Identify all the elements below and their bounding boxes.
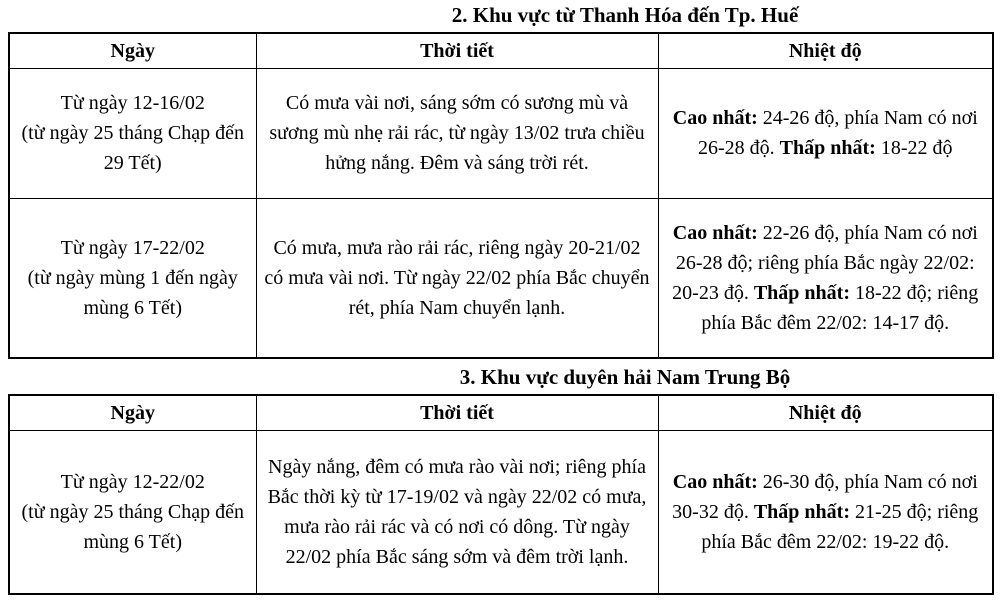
forecast-table-nam-trung-bo xyxy=(8,394,994,595)
header-temperature: Nhiệt độ xyxy=(658,395,993,430)
header-weather: Thời tiết xyxy=(256,33,658,68)
weather-cell: Có mưa vài nơi, sáng sớm có sương mù và sương mù nhẹ rải rác, từ ngày 13/02 trưa chiều hửng nắng. Đêm và sáng trời rét. xyxy=(256,68,658,198)
temperature-cell xyxy=(658,68,993,198)
header-weather: Thời tiết xyxy=(256,395,658,430)
temp-high-label: Cao nhất: xyxy=(672,221,758,244)
date-range: Từ ngày 17-22/02 xyxy=(60,236,205,259)
date-lunar: (từ ngày 25 tháng Chạp đến 29 Tết) xyxy=(21,122,244,174)
table-header-row xyxy=(9,395,993,430)
temp-low-label: Thấp nhất: xyxy=(779,137,876,159)
temp-low-value: 18-22 độ; riêng phía Bắc đêm 22/02: 14-17 độ. xyxy=(701,281,979,334)
date-range: Từ ngày 12-22/02 xyxy=(60,470,205,493)
date-range: Từ ngày 12-16/02 xyxy=(60,92,205,114)
temp-low-label: Thấp nhất: xyxy=(753,281,850,304)
table-header-row xyxy=(9,33,993,68)
section-title-thanh-hoa-hue: 2. Khu vực từ Thanh Hóa đến Tp. Huế xyxy=(451,3,799,27)
date-cell xyxy=(9,68,256,198)
temperature-cell xyxy=(658,198,993,358)
temp-low-label: Thấp nhất: xyxy=(753,500,850,523)
header-date: Ngày xyxy=(9,33,256,68)
temp-low-value: 18-22 độ xyxy=(880,137,953,159)
date-cell xyxy=(9,430,256,594)
table-row xyxy=(9,68,993,198)
temperature-cell xyxy=(658,430,993,594)
forecast-table-thanh-hoa-hue xyxy=(8,32,994,359)
header-date: Ngày xyxy=(9,395,256,430)
section-title-nam-trung-bo: 3. Khu vực duyên hải Nam Trung Bộ xyxy=(459,365,791,389)
date-cell xyxy=(9,198,256,358)
date-lunar: (từ ngày mùng 1 đến ngày mùng 6 Tết) xyxy=(27,266,238,319)
weather-cell: Có mưa, mưa rào rải rác, riêng ngày 20-21/02 có mưa vài nơi. Từ ngày 22/02 phía Bắc chuyển rét, phía Nam chuyển lạnh. xyxy=(256,198,658,358)
temp-high-value: 22-26 độ, phía Nam có nơi 26-28 độ; riêng phía Bắc ngày 22/02: 20-23 độ. xyxy=(672,221,978,304)
temp-high-label: Cao nhất: xyxy=(672,107,758,129)
weather-cell: Ngày nắng, đêm có mưa rào vài nơi; riêng phía Bắc thời kỳ từ 17-19/02 và ngày 22/02 có mưa, mưa rào rải rác và có nơi có dông. Từ ngày 22/02 phía Bắc sáng sớm và đêm trời lạnh. xyxy=(256,430,658,594)
header-temperature: Nhiệt độ xyxy=(658,33,993,68)
temp-high-value: 26-30 độ, phía Nam có nơi 30-32 độ. xyxy=(672,470,978,523)
table-row xyxy=(9,430,993,594)
table-row xyxy=(9,198,993,358)
temp-low-value: 21-25 độ; riêng phía Bắc đêm 22/02: 19-22 độ. xyxy=(701,500,979,553)
temp-high-label: Cao nhất: xyxy=(672,470,758,493)
date-lunar: (từ ngày 25 tháng Chạp đến mùng 6 Tết) xyxy=(21,500,244,553)
temp-high-value: 24-26 độ, phía Nam có nơi 26-28 độ. xyxy=(698,107,978,159)
